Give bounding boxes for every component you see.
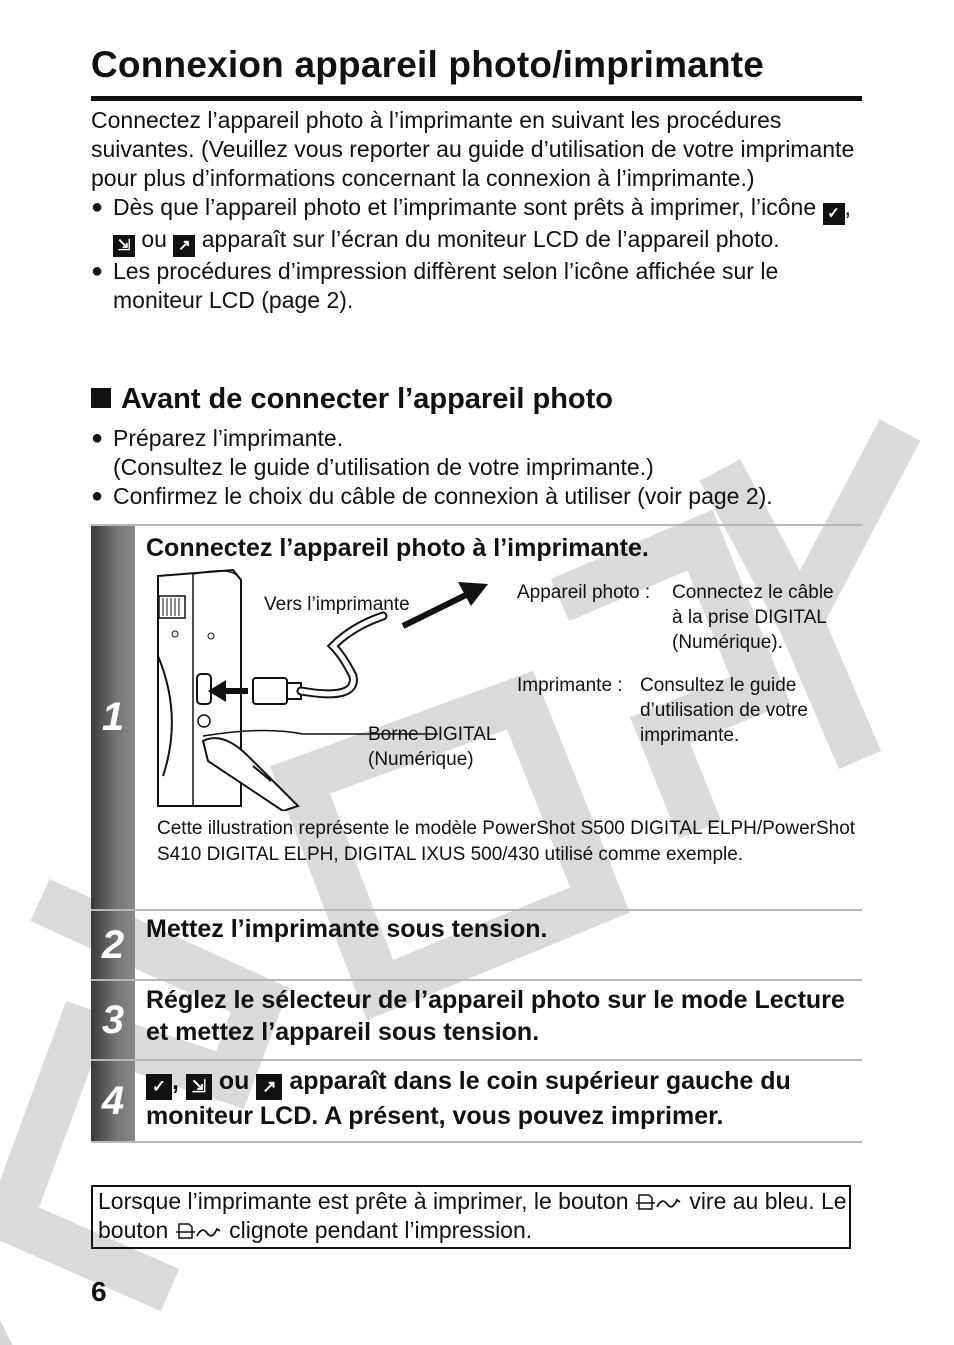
step-3	[91, 979, 862, 1059]
step-text: Réglez le sélecteur de l’appareil photo sur le mode Lecture et mettez l’appareil sous tension.	[146, 986, 845, 1046]
page-number: 6	[91, 1276, 107, 1307]
bullet-dot-icon: ●	[91, 485, 104, 507]
to-printer-label: Vers l’imprimante	[264, 594, 410, 615]
pictbridge-icon: ⇲	[186, 1074, 212, 1100]
step-text: Connectez l’appareil photo à l’imprimante.	[146, 534, 649, 562]
note-box: Lorsque l’imprimante est prête à imprimer, le bouton vire au bleu. Le bouton clignote pendant l’impression.	[91, 1185, 851, 1249]
prep-list	[91, 424, 871, 511]
camera-instruction: Connectez le câble à la prise DIGITAL (Numérique).	[672, 582, 834, 653]
digital-port-label: Borne DIGITAL (Numérique)	[368, 724, 497, 770]
printer-instruction: Consultez le guide d’utilisation de votre imprimante.	[640, 675, 808, 746]
bullet-dot-icon: ●	[91, 260, 104, 282]
intro-section	[91, 106, 866, 315]
prep-bullet-1: ● Préparez l’imprimante. (Consultez le guide d’utilisation de votre imprimante.)	[91, 425, 654, 480]
step-2	[91, 909, 862, 979]
camera-label: Appareil photo :	[517, 582, 651, 603]
step-text: Mettez l’imprimante sous tension.	[146, 915, 548, 943]
print-share-icon	[175, 1221, 223, 1241]
prep-bullet-2: ● Confirmez le choix du câble de connexion à utiliser (voir page 2).	[91, 483, 773, 509]
step-number: 3	[91, 981, 135, 1059]
steps-list	[91, 524, 862, 1143]
step-1	[91, 524, 862, 909]
title-underline	[91, 96, 862, 101]
page-title: Connexion appareil photo/imprimante	[91, 44, 765, 85]
step-text: ✓ , ⇲ ou ↗ apparaît dans le coin supérieur gauche du moniteur LCD. A présent, vous pouvez imprimer.	[146, 1067, 791, 1130]
intro-paragraph: Connectez l’appareil photo à l’imprimante en suivant les procédures suivantes. (Veuillez vous reporter au guide d’utilisation de votre imprimante pour plus d’informations concernant la connexion à l’imprimante.)	[91, 107, 855, 191]
illustration-caption: Cette illustration représente le modèle PowerShot S500 DIGITAL ELPH/PowerShot S410 DIGITAL ELPH, DIGITAL IXUS 500/430 utilisé comme exemple.	[157, 818, 856, 865]
canon-printer-icon: ↗	[256, 1074, 282, 1100]
direct-print-icon: ✓	[823, 203, 845, 225]
printer-label: Imprimante :	[517, 675, 623, 696]
step-number: 1	[91, 526, 135, 909]
step-number: 4	[91, 1061, 135, 1141]
bullet-dot-icon: ●	[91, 196, 104, 218]
direct-print-icon: ✓	[146, 1074, 172, 1100]
print-share-icon	[635, 1192, 683, 1212]
intro-bullet-1: ● Dès que l’appareil photo et l’imprimante sont prêts à imprimer, l’icône ✓ , ⇲ ou ↗ apparaît sur l’écran du moniteur LCD de l’appareil photo.	[91, 193, 866, 257]
canon-printer-icon: ↗	[173, 235, 195, 257]
bullet-dot-icon: ●	[91, 427, 104, 449]
pictbridge-icon: ⇲	[113, 235, 135, 257]
step-4	[91, 1059, 862, 1143]
square-bullet-icon	[91, 388, 111, 408]
intro-bullet-2: ● Les procédures d’impression diffèrent selon l’icône affichée sur le moniteur LCD (page 2).	[91, 258, 779, 313]
step-number: 2	[91, 911, 135, 979]
section-heading: Avant de connecter l’appareil photo	[91, 383, 613, 416]
